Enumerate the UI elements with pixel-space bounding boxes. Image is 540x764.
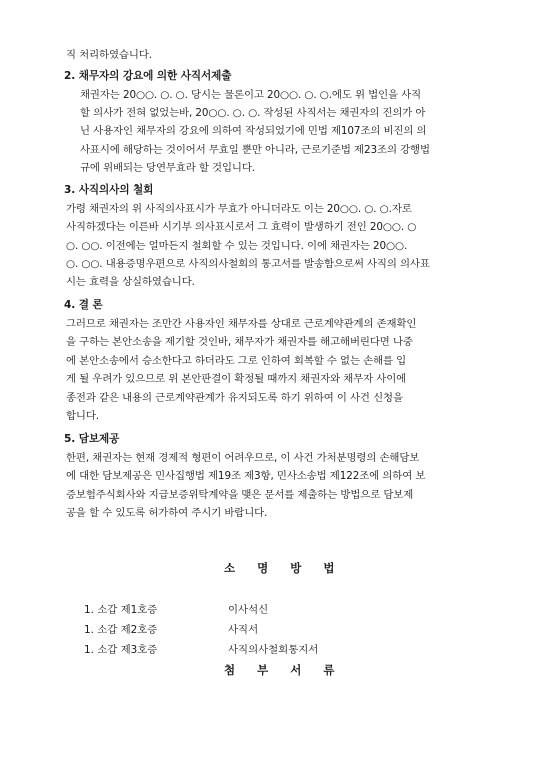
evidence-number: 1. 소갑 제1호증 <box>84 604 158 616</box>
section-line: 닌 사용자인 채무자의 강요에 의하여 작성되었기에 민법 제107조의 비진의 의 <box>80 125 427 137</box>
section-line: 을 구하는 본안소송을 제기할 것인바, 채무자가 채권자를 해고해버린다면 나중 <box>66 336 413 348</box>
section-line: 시는 효력을 상실하였습니다. <box>66 276 195 288</box>
section-line: 규에 위배되는 당연무효라 할 것입니다. <box>80 162 256 174</box>
section-line: 합니다. <box>66 410 100 422</box>
section-line: 그러므로 채권자는 조만간 사용자인 채무자를 상대로 근로계약관계의 존재확인 <box>66 318 417 330</box>
section-line: 가령 채권자의 위 사직의사표시가 무효가 아니더라도 이는 20○○. ○. ○.자로 <box>66 203 412 215</box>
section-line: 할 의사가 전혀 없었는바, 20○○. ○. ○. 작성된 사직서는 채권자의 진의가 아 <box>80 107 426 119</box>
evidence-title: 소 명 방 법 <box>224 561 344 575</box>
section-line: 채권자는 20○○. ○. ○. 당시는 물론이고 20○○. ○. ○.에도 위 법인을 사직 <box>80 89 422 101</box>
section-line: 게 될 우려가 있으므로 위 본안판결이 확정될 때까지 채권자와 채무자 사이에 <box>66 373 407 385</box>
intro-line: 직 처리하였습니다. <box>66 49 152 61</box>
evidence-number: 1. 소갑 제2호증 <box>84 624 158 636</box>
section-heading-coercion: 2. 채무자의 강요에 의한 사직서제출 <box>64 70 232 82</box>
section-heading-conclusion: 4. 결 론 <box>64 299 103 311</box>
evidence-name: 사직서 <box>228 624 259 636</box>
section-heading-withdrawal: 3. 사직의사의 철회 <box>64 184 154 196</box>
section-line: 에 대한 담보제공은 민사집행법 제19조 제3항, 민사소송법 제122조에 의하여 보 <box>66 470 426 482</box>
evidence-number: 1. 소갑 제3호증 <box>84 644 158 656</box>
section-line: 사직하겠다는 이른바 시기부 의사표시로서 그 효력이 발생하기 전인 20○○. ○ <box>66 221 417 233</box>
section-line: ○. ○○. 내용증명우편으로 사직의사철회의 통고서를 발송함으로써 사직의 의사표 <box>66 258 430 270</box>
section-line: ○. ○○. 이전에는 얼마든지 철회할 수 있는 것입니다. 이에 채권자는 20○○. <box>66 240 408 252</box>
attachments-title: 첨 부 서 류 <box>224 663 344 677</box>
evidence-name: 이사석신 <box>228 604 269 616</box>
evidence-name: 사직의사철회통지서 <box>228 644 319 656</box>
section-line: 사표시에 해당하는 것이어서 무효일 뿐만 아니라, 근로기준법 제23조의 강행법 <box>80 144 430 156</box>
section-line: 공을 할 수 있도록 허가하여 주시기 바랍니다. <box>66 507 268 519</box>
section-line: 에 본안소송에서 승소한다고 하더라도 그로 인하여 회복할 수 없는 손해를 입 <box>66 355 407 367</box>
section-line: 한편, 채권자는 현재 경제적 형편이 어려우므로, 이 사건 가처분명령의 손해담보 <box>66 452 420 464</box>
section-heading-security: 5. 담보제공 <box>64 433 120 445</box>
section-line: 증보험주식회사와 지급보증위탁계약을 맺은 문서를 제출하는 방법으로 담보제 <box>66 489 414 501</box>
section-line: 종전과 같은 내용의 근로계약관계가 유지되도록 하기 위하여 이 사건 신청을 <box>66 392 403 404</box>
